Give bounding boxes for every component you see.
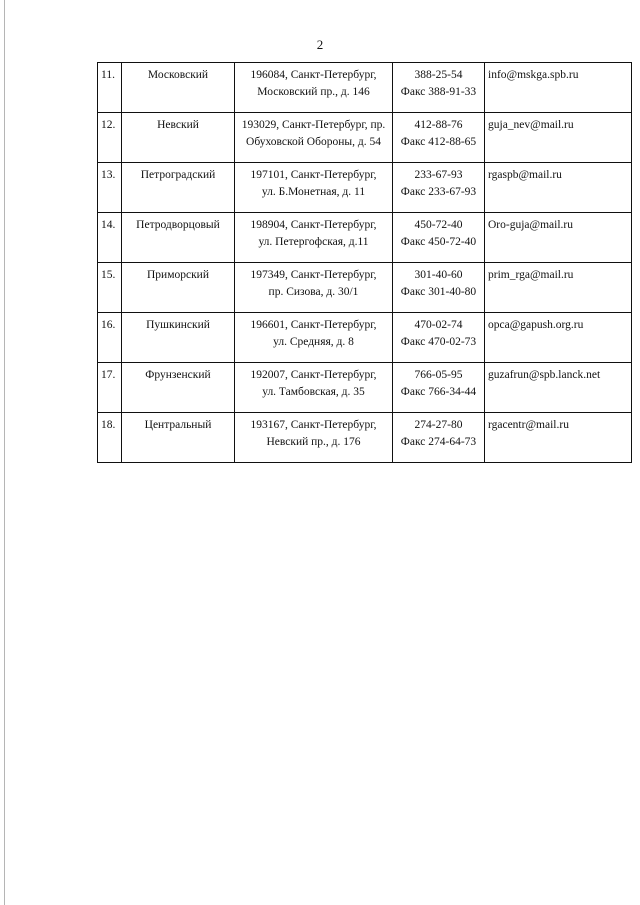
row-number: 13.: [98, 163, 122, 213]
table-body: [98, 63, 632, 463]
fax-number: Факс 766-34-44: [400, 386, 477, 398]
phone-cell: [393, 363, 485, 413]
district-name: Фрунзенский: [122, 363, 235, 413]
row-number: 17.: [98, 363, 122, 413]
table-row: [98, 413, 632, 463]
table-row: [98, 113, 632, 163]
district-name: Петродворцовый: [122, 213, 235, 263]
address-line: 197101, Санкт-Петербург,: [250, 169, 377, 181]
table-row: [98, 363, 632, 413]
table-row: [98, 263, 632, 313]
phone-number: 470-02-74: [414, 319, 463, 331]
page-edge-line: [4, 0, 5, 905]
phone-number: 388-25-54: [414, 69, 463, 81]
row-number: 15.: [98, 263, 122, 313]
address-line: Московский пр., д. 146: [257, 86, 370, 98]
address-cell: [235, 313, 393, 363]
address-cell: [235, 263, 393, 313]
address-line: ул. Средняя, д. 8: [273, 336, 354, 348]
table-row: [98, 213, 632, 263]
phone-cell: [393, 213, 485, 263]
district-contacts-table: [97, 62, 632, 463]
phone-cell: [393, 313, 485, 363]
phone-cell: [393, 163, 485, 213]
phone-cell: [393, 263, 485, 313]
phone-number: 766-05-95: [414, 369, 463, 381]
fax-number: Факс 301-40-80: [400, 286, 477, 298]
email-address: opca@gapush.org.ru: [485, 313, 632, 363]
address-line: пр. Сизова, д. 30/1: [268, 286, 359, 298]
district-name: Московский: [122, 63, 235, 113]
district-name: Петроградский: [122, 163, 235, 213]
address-line: 196084, Санкт-Петербург,: [250, 69, 377, 81]
row-number: 11.: [98, 63, 122, 113]
fax-number: Факс 412-88-65: [400, 136, 477, 148]
table-row: [98, 313, 632, 363]
email-address: info@mskga.spb.ru: [485, 63, 632, 113]
district-name: Центральный: [122, 413, 235, 463]
phone-cell: [393, 113, 485, 163]
row-number: 16.: [98, 313, 122, 363]
phone-number: 412-88-76: [414, 119, 463, 131]
page-number: 2: [316, 37, 324, 52]
fax-number: Факс 470-02-73: [400, 336, 477, 348]
phone-number: 301-40-60: [414, 269, 463, 281]
fax-number: Факс 450-72-40: [400, 236, 477, 248]
address-cell: [235, 163, 393, 213]
phone-number: 274-27-80: [414, 419, 463, 431]
row-number: 12.: [98, 113, 122, 163]
phone-cell: [393, 413, 485, 463]
fax-number: Факс 233-67-93: [400, 186, 477, 198]
address-cell: [235, 113, 393, 163]
address-cell: [235, 213, 393, 263]
email-address: guzafrun@spb.lanck.net: [485, 363, 632, 413]
address-cell: [235, 63, 393, 113]
email-address: Oro-guja@mail.ru: [485, 213, 632, 263]
phone-cell: [393, 63, 485, 113]
address-cell: [235, 413, 393, 463]
address-line: 197349, Санкт-Петербург,: [250, 269, 377, 281]
district-name: Приморский: [122, 263, 235, 313]
address-line: ул. Б.Монетная, д. 11: [261, 186, 366, 198]
address-line: ул. Петергофская, д.11: [258, 236, 369, 248]
email-address: rgacentr@mail.ru: [485, 413, 632, 463]
district-name: Невский: [122, 113, 235, 163]
fax-number: Факс 388-91-33: [400, 86, 477, 98]
address-line: ул. Тамбовская, д. 35: [262, 386, 365, 398]
address-cell: [235, 363, 393, 413]
row-number: 14.: [98, 213, 122, 263]
email-address: prim_rga@mail.ru: [485, 263, 632, 313]
fax-number: Факс 274-64-73: [400, 436, 477, 448]
address-line: Невский пр., д. 176: [266, 436, 361, 448]
address-line: 196601, Санкт-Петербург,: [250, 319, 377, 331]
phone-number: 233-67-93: [414, 169, 463, 181]
address-line: Обуховской Обороны, д. 54: [246, 136, 381, 148]
phone-number: 450-72-40: [414, 219, 463, 231]
table-row: [98, 63, 632, 113]
address-line: 193029, Санкт-Петербург, пр.: [241, 119, 386, 131]
email-address: rgaspb@mail.ru: [485, 163, 632, 213]
row-number: 18.: [98, 413, 122, 463]
district-name: Пушкинский: [122, 313, 235, 363]
email-address: guja_nev@mail.ru: [485, 113, 632, 163]
address-line: 193167, Санкт-Петербург,: [250, 419, 377, 431]
address-line: 192007, Санкт-Петербург,: [250, 369, 377, 381]
address-line: 198904, Санкт-Петербург,: [250, 219, 377, 231]
table-row: [98, 163, 632, 213]
